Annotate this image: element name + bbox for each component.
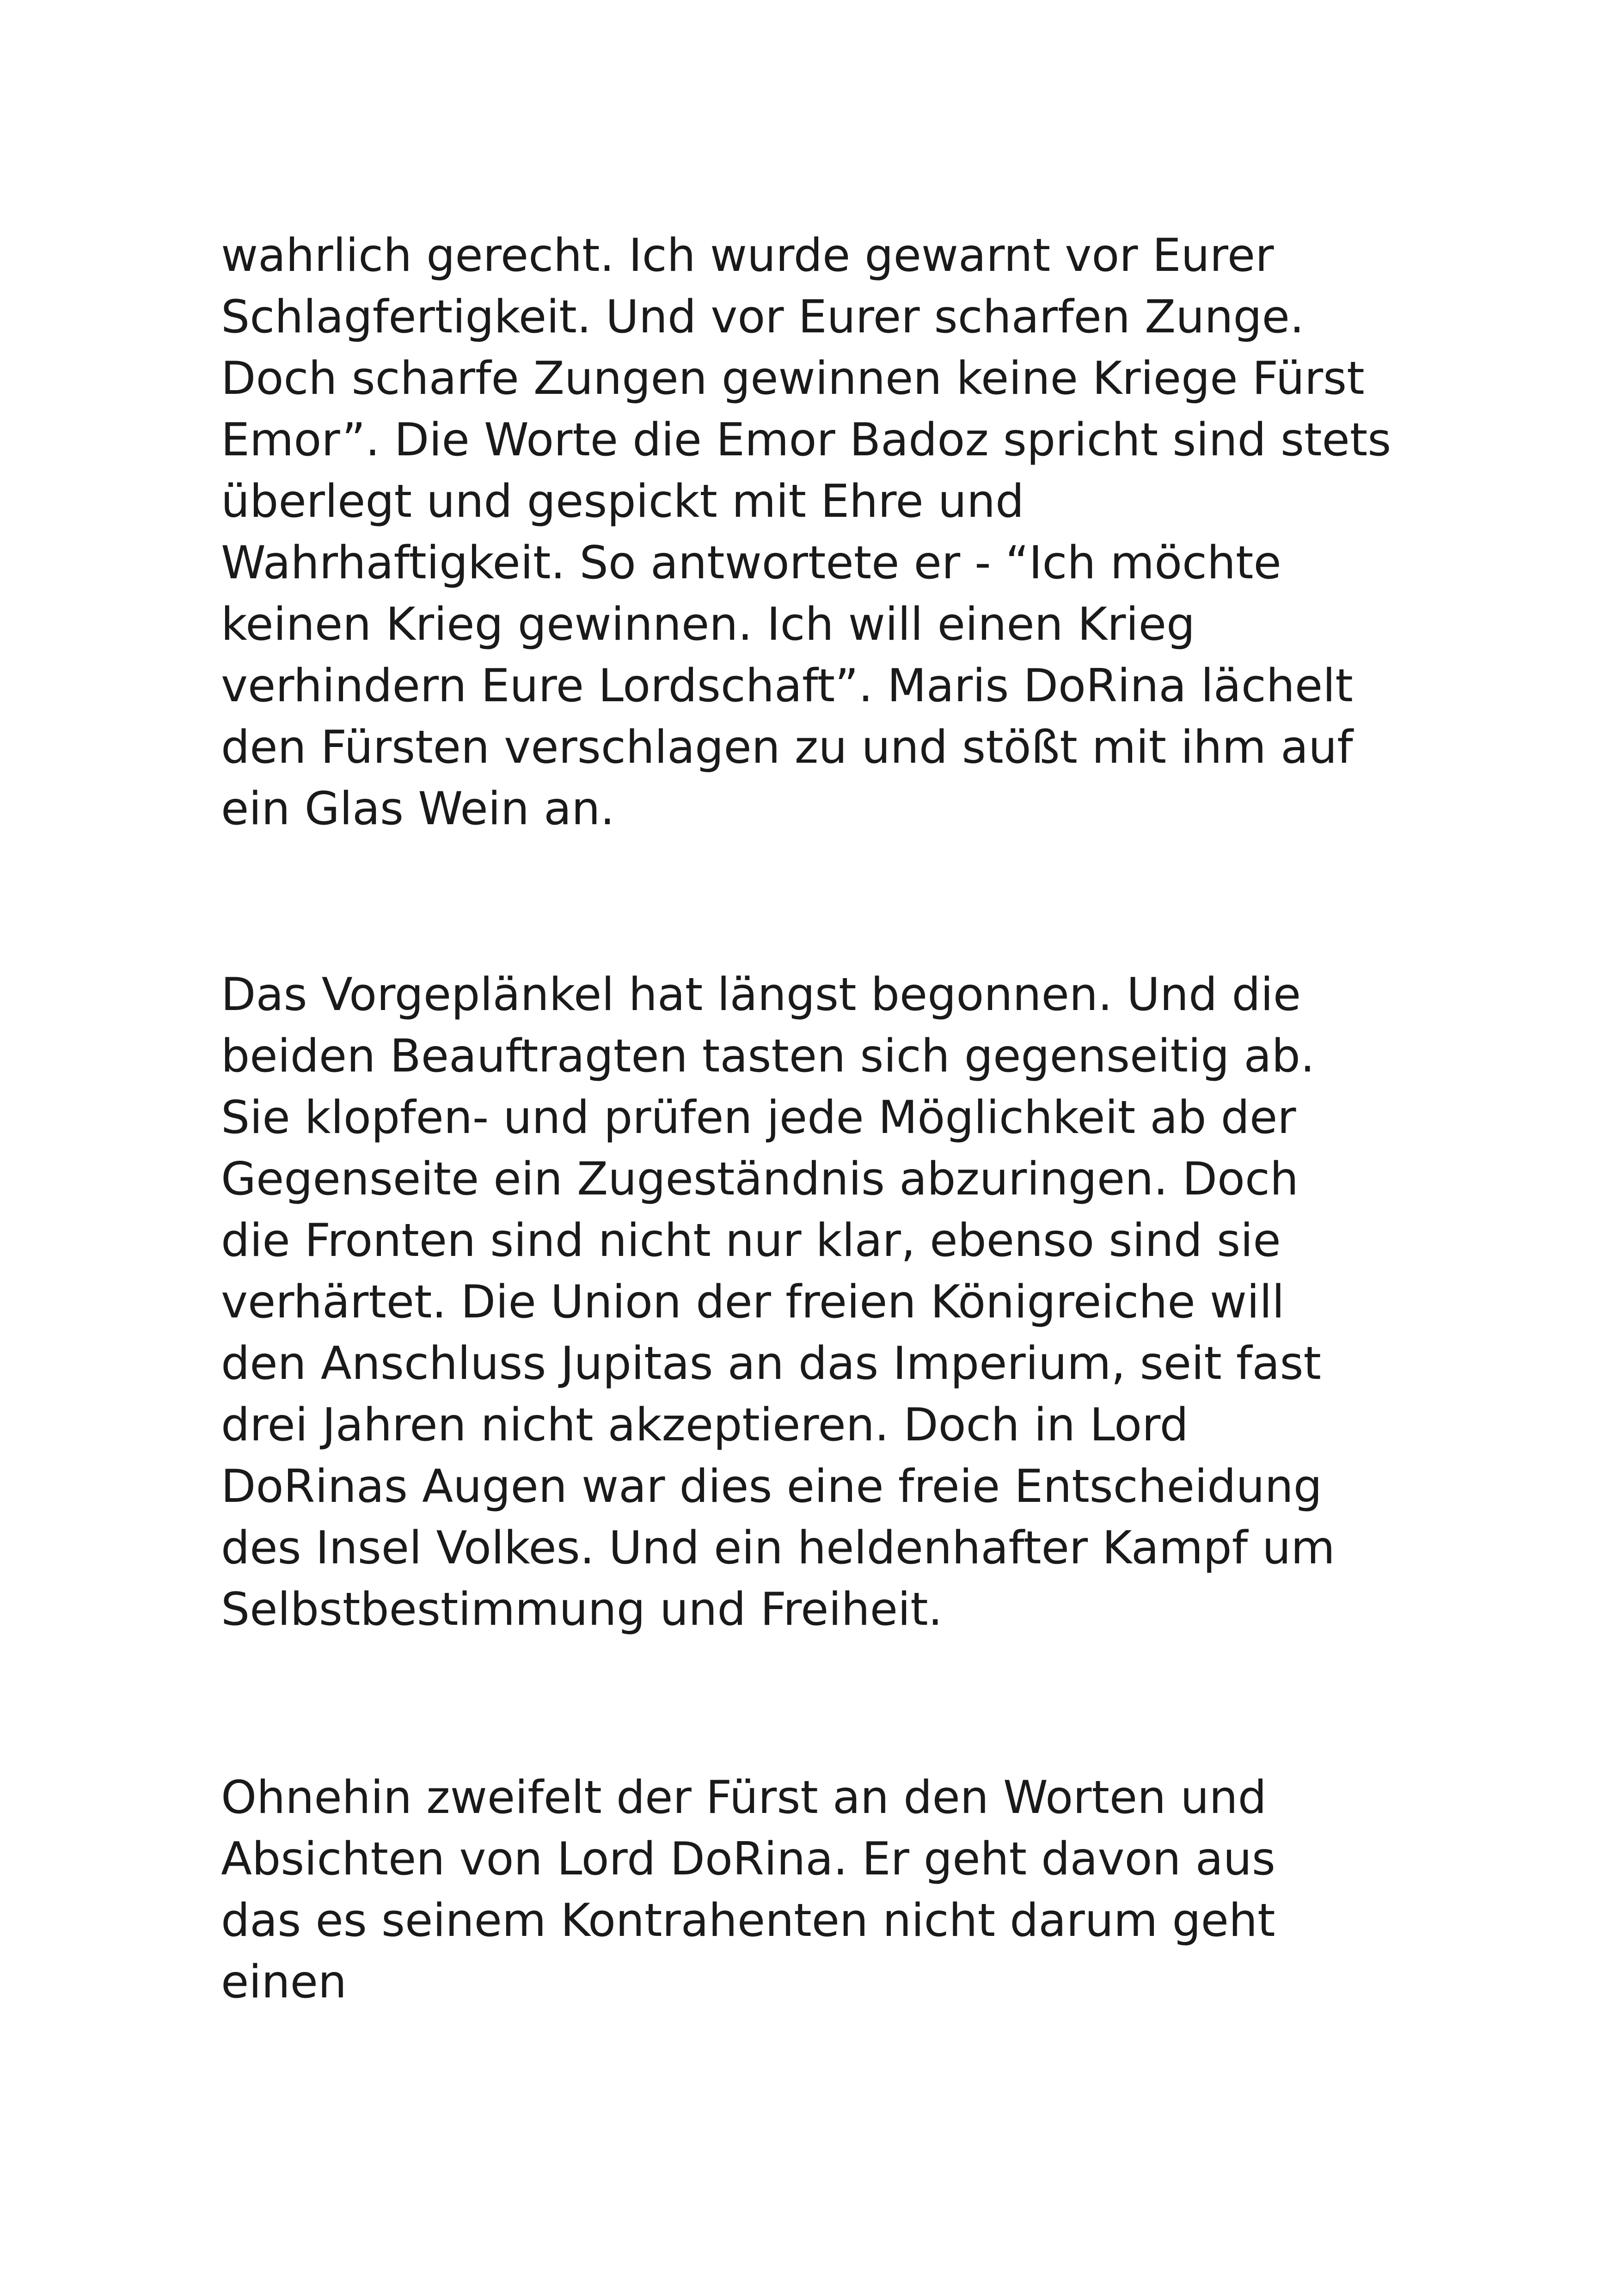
text-line: das es seinem Kontrahenten nicht darum geht	[221, 1894, 1275, 1947]
text-line: Emor”. Die Worte die Emor Badoz spricht sind stets	[221, 414, 1391, 466]
text-line: beiden Beauftragten tasten sich gegenseitig ab.	[221, 1030, 1315, 1083]
text-line: verhärtet. Die Union der freien Königreiche will	[221, 1276, 1285, 1329]
text-line: den Anschluss Jupitas an das Imperium, seit fast	[221, 1337, 1321, 1390]
text-line: Sie klopfen- und prüfen jede Möglichkeit ab der	[221, 1091, 1296, 1144]
paragraph-3	[221, 1767, 1395, 2013]
text-line: den Fürsten verschlagen zu und stößt mit ihm auf	[221, 721, 1353, 774]
text-line: Selbstbestimmung und Freiheit.	[221, 1583, 943, 1636]
paragraph-2	[221, 964, 1395, 1641]
text-line: Absichten von Lord DoRina. Er geht davon aus	[221, 1833, 1275, 1886]
text-line: ein Glas Wein an.	[221, 783, 615, 835]
text-line: überlegt und gespickt mit Ehre und	[221, 475, 1024, 528]
paragraph-1	[221, 225, 1395, 840]
text-line: die Fronten sind nicht nur klar, ebenso sind sie	[221, 1214, 1281, 1267]
text-line: Wahrhaftigkeit. So antwortete er - “Ich möchte	[221, 537, 1281, 589]
text-line: einen	[221, 1956, 347, 2008]
text-line: wahrlich gerecht. Ich wurde gewarnt vor Eurer	[221, 229, 1274, 282]
text-line: Ohnehin zweifelt der Fürst an den Worten und	[221, 1771, 1267, 1824]
text-line: Doch scharfe Zungen gewinnen keine Kriege Fürst	[221, 352, 1365, 405]
text-line: DoRinas Augen war dies eine freie Entscheidung	[221, 1460, 1322, 1513]
text-line: des Insel Volkes. Und ein heldenhafter Kampf um	[221, 1522, 1335, 1574]
text-line: drei Jahren nicht akzeptieren. Doch in Lord	[221, 1399, 1189, 1451]
text-line: Schlagfertigkeit. Und vor Eurer scharfen Zunge.	[221, 291, 1305, 343]
text-line: Gegenseite ein Zugeständnis abzuringen. Doch	[221, 1153, 1299, 1206]
text-line: verhindern Eure Lordschaft”. Maris DoRina lächelt	[221, 660, 1353, 712]
text-line: Das Vorgeplänkel hat längst begonnen. Und die	[221, 968, 1301, 1021]
text-line: keinen Krieg gewinnen. Ich will einen Krieg	[221, 598, 1195, 651]
